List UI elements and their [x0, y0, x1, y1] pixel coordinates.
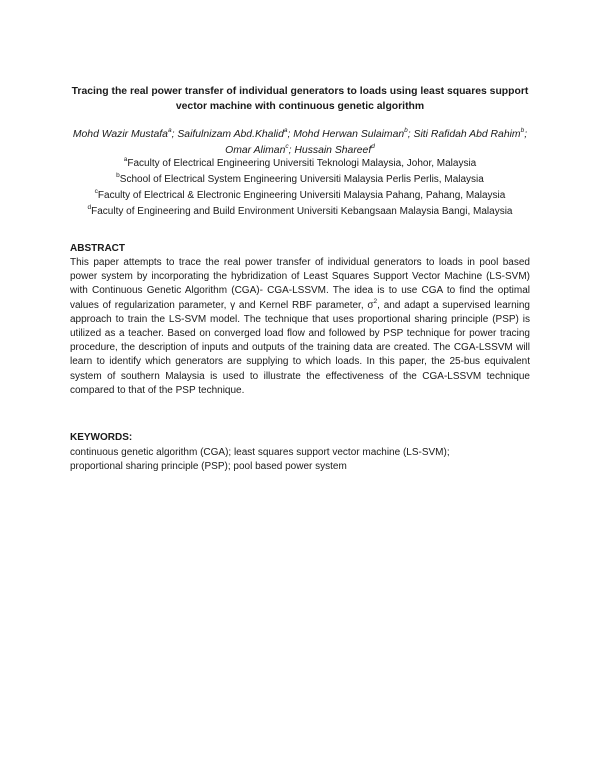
author: [293, 129, 413, 140]
author-name: Saifulnizam Abd.Khalid: [177, 129, 284, 140]
author-name: Omar Aliman: [225, 145, 286, 156]
author: [414, 129, 528, 140]
author-separator: ;: [524, 129, 528, 140]
author-affil-mark: d: [371, 143, 375, 150]
affiliation-mark: b: [116, 172, 120, 179]
author: [177, 129, 293, 140]
affiliation-mark: c: [94, 188, 98, 195]
title-line-1: Tracing the real power transfer of individual generators to loads using least squares support: [71, 86, 529, 97]
author-separator: ;: [171, 129, 178, 140]
author-list: [60, 127, 540, 159]
affiliation-text: Faculty of Electrical Engineering Universiti Teknologi Malaysia, Johor, Malaysia: [127, 158, 477, 169]
affiliation-text: School of Electrical System Engineering Universiti Malaysia Perlis Perlis, Malaysia: [119, 174, 484, 185]
author-affil-mark: b: [404, 127, 408, 134]
author-separator: ;: [407, 129, 414, 140]
affiliation-list: [40, 156, 560, 220]
author-name: Mohd Herwan Sulaiman: [293, 129, 405, 140]
author: [294, 145, 374, 156]
keywords-line-2: proportional sharing principle (PSP); pool based power system: [70, 461, 347, 472]
keywords-heading: KEYWORDS:: [70, 432, 133, 443]
title-line-2: vector machine with continuous genetic algorithm: [175, 101, 425, 112]
affiliation-text: Faculty of Electrical & Electronic Engineering Universiti Malaysia Pahang, Pahang, Malaysia: [97, 190, 506, 201]
keywords-line-1: continuous genetic algorithm (CGA); least squares support vector machine (LS-SVM);: [70, 447, 450, 458]
author-affil-mark: c: [285, 143, 289, 150]
affiliation-mark: a: [123, 156, 128, 163]
abstract-text-part-1: This paper attempts to trace the real power transfer of individual generators to loads in pool based power system by incorporating the hybridization of Least Squares Support Vector Machine (LS-SVM) with Continuous Genetic Algorithm (CGA)- CGA-LSSVM. The idea is to use CGA to find the optimal values of regularization parameter, γ and Kernel RBF parameter, σ: [70, 257, 530, 311]
author-name: Siti Rafidah Abd Rahim: [413, 129, 521, 140]
affiliation: [40, 172, 560, 188]
affiliation: [40, 188, 560, 204]
affiliation-mark: d: [87, 204, 92, 211]
author-separator: ;: [288, 145, 295, 156]
affiliation: [40, 204, 560, 220]
affiliation-text: Faculty of Engineering and Build Environment Universiti Kebangsaan Malaysia Bangi, Malaysia: [91, 206, 513, 217]
abstract-heading: ABSTRACT: [70, 243, 125, 254]
abstract-text: [70, 256, 530, 398]
paper-title: [60, 84, 540, 114]
keywords-text: [70, 446, 530, 474]
author-affil-mark: a: [167, 127, 172, 134]
abstract-text-part-2: , and adapt a supervised learning approach to train the LS-SVM model. The technique that uses proportional sharing principle (PSP) is utilized as a teacher. Based on converged load flow and followed by PSP technique for power tracing procedure, the description of inputs and outputs of the training data are created. The CGA-LSSVM will learn to identify which generators are supplying to which loads. In this paper, the 25-bus equivalent system of southern Malaysia is used to illustrate the effectiveness of the CGA-LSSVM technique compared to that of the PSP technique.: [70, 299, 530, 396]
affiliation: [40, 156, 560, 172]
author-affil-mark: b: [520, 127, 525, 134]
author-name: Hussain Shareef: [294, 145, 372, 156]
author-name: Mohd Wazir Mustafa: [72, 129, 168, 140]
author: [225, 145, 294, 156]
author-affil-mark: a: [283, 127, 288, 134]
author-separator: ;: [287, 129, 294, 140]
abstract-superscript: 2: [373, 297, 378, 305]
author: [73, 129, 178, 140]
